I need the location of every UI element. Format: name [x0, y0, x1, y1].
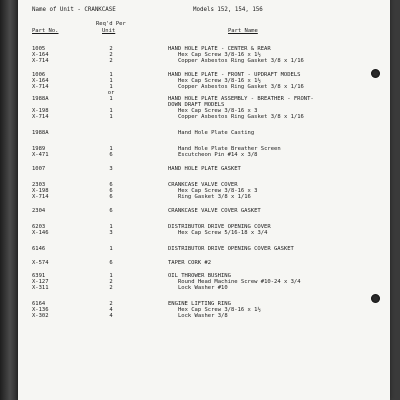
part-name: Copper Asbestos Ring Gasket 3/8 x 1/16 [178, 58, 304, 64]
part-name: Hand Hole Plate Breather Screen [178, 146, 281, 152]
quantity: 2 [109, 46, 113, 52]
part-number: X-302 [32, 313, 49, 319]
parts-list-page [18, 0, 390, 400]
part-name: DISTRIBUTOR DRIVE OPENING COVER GASKET [168, 246, 294, 252]
quantity: 6 [109, 188, 113, 194]
part-name: Lock Washer 3/8 [178, 313, 228, 319]
part-number: X-714 [32, 114, 49, 120]
quantity: 3 [109, 230, 113, 236]
part-number: X-164 [32, 78, 49, 84]
part-name: TAPER CORK #2 [168, 260, 212, 266]
part-number: 6203 [32, 224, 46, 230]
part-number: X-127 [32, 279, 49, 285]
background-edge [0, 0, 18, 400]
part-name: HAND HOLE PLATE - FRONT - UPDRAFT MODELS [168, 72, 301, 78]
part-name: OIL THROWER BUSHING [168, 273, 231, 279]
part-number: X-574 [32, 260, 49, 266]
quantity: 1 [109, 114, 113, 120]
part-number: X-198 [32, 188, 49, 194]
quantity: 1 [109, 246, 113, 252]
part-name: Round Head Machine Screw #10-24 x 3/4 [178, 279, 301, 285]
part-name: Copper Asbestos Ring Gasket 3/8 x 1/16 [178, 84, 304, 90]
quantity: 1 [109, 273, 113, 279]
part-name: Hex Cap Screw 3/8-16 x 1½ [178, 307, 261, 313]
quantity: 6 [109, 152, 113, 158]
part-name: Copper Asbestos Ring Gasket 3/8 x 1/16 [178, 114, 304, 120]
column-reqd-line2: Unit [102, 28, 116, 34]
part-number: 1007 [32, 166, 46, 172]
column-reqd-line1: Req'd Per [96, 21, 126, 27]
part-name: Hex Cap Screw 3/8-16 x 1½ [178, 52, 261, 58]
part-number: X-714 [32, 194, 49, 200]
part-number: 2304 [32, 208, 46, 214]
part-name: DISTRIBUTOR DRIVE OPENING COVER [168, 224, 271, 230]
part-number: 1005 [32, 46, 46, 52]
binder-hole [371, 69, 380, 78]
quantity: 1 [109, 96, 113, 102]
part-name: CRANKCASE VALVE COVER [168, 182, 238, 188]
part-name: ENGINE LIFTING RING [168, 301, 231, 307]
quantity: 6 [109, 194, 113, 200]
part-number: X-471 [32, 152, 49, 158]
quantity: 1 [109, 72, 113, 78]
quantity: 1 [109, 84, 113, 90]
models: Models 152, 154, 156 [193, 7, 263, 13]
part-number: 1989 [32, 146, 46, 152]
part-name: DOWN DRAFT MODELS [168, 102, 225, 108]
part-number: X-714 [32, 58, 49, 64]
quantity: 2 [109, 285, 113, 291]
quantity: 3 [109, 166, 113, 172]
part-number: X-136 [32, 307, 49, 313]
part-name: Hex Cap Screw 5/16-18 x 3/4 [178, 230, 268, 236]
part-number: X-198 [32, 108, 49, 114]
part-number: 6146 [32, 246, 46, 252]
column-part-name: Part Name [228, 28, 258, 34]
part-name: Hand Hole Plate Casting [178, 130, 255, 136]
quantity: 2 [109, 279, 113, 285]
part-name: HAND HOLE PLATE GASKET [168, 166, 241, 172]
part-number: 1988A [32, 96, 49, 102]
part-name: HAND HOLE PLATE - CENTER & REAR [168, 46, 271, 52]
quantity: 2 [109, 52, 113, 58]
part-name: Ring Gasket 3/8 x 1/16 [178, 194, 251, 200]
part-name: Lock Washer #10 [178, 285, 228, 291]
quantity: or [107, 90, 115, 96]
part-name: Hex Cap Screw 3/8-16 x 1½ [178, 78, 261, 84]
part-number: 6391 [32, 273, 46, 279]
part-name: CRANKCASE VALVE COVER GASKET [168, 208, 261, 214]
part-name: Hex Cap Screw 3/8-16 x 3 [178, 188, 258, 194]
part-name: HAND HOLE PLATE ASSEMBLY - BREATHER - FRONT- [168, 96, 314, 102]
quantity: 1 [109, 224, 113, 230]
quantity: 6 [109, 208, 113, 214]
quantity: 6 [109, 260, 113, 266]
binder-hole [371, 294, 380, 303]
quantity: 2 [109, 58, 113, 64]
part-number: 1988A [32, 130, 49, 136]
part-number: 1006 [32, 72, 46, 78]
column-part-no: Part No. [32, 28, 59, 34]
quantity: 4 [109, 313, 113, 319]
part-name: Escutcheon Pin #14 x 3/8 [178, 152, 258, 158]
part-number: 6164 [32, 301, 46, 307]
quantity: 6 [109, 182, 113, 188]
unit-name: Name of Unit - CRANKCASE [32, 7, 116, 13]
part-number: X-714 [32, 84, 49, 90]
part-number: X-146 [32, 230, 49, 236]
quantity: 4 [109, 307, 113, 313]
part-number: 2303 [32, 182, 46, 188]
quantity: 1 [109, 78, 113, 84]
part-number: X-311 [32, 285, 49, 291]
quantity: 2 [109, 301, 113, 307]
part-name: Hex Cap Screw 3/8-16 x 3 [178, 108, 258, 114]
quantity: 1 [109, 146, 113, 152]
part-number: X-164 [32, 52, 49, 58]
quantity: 1 [109, 108, 113, 114]
